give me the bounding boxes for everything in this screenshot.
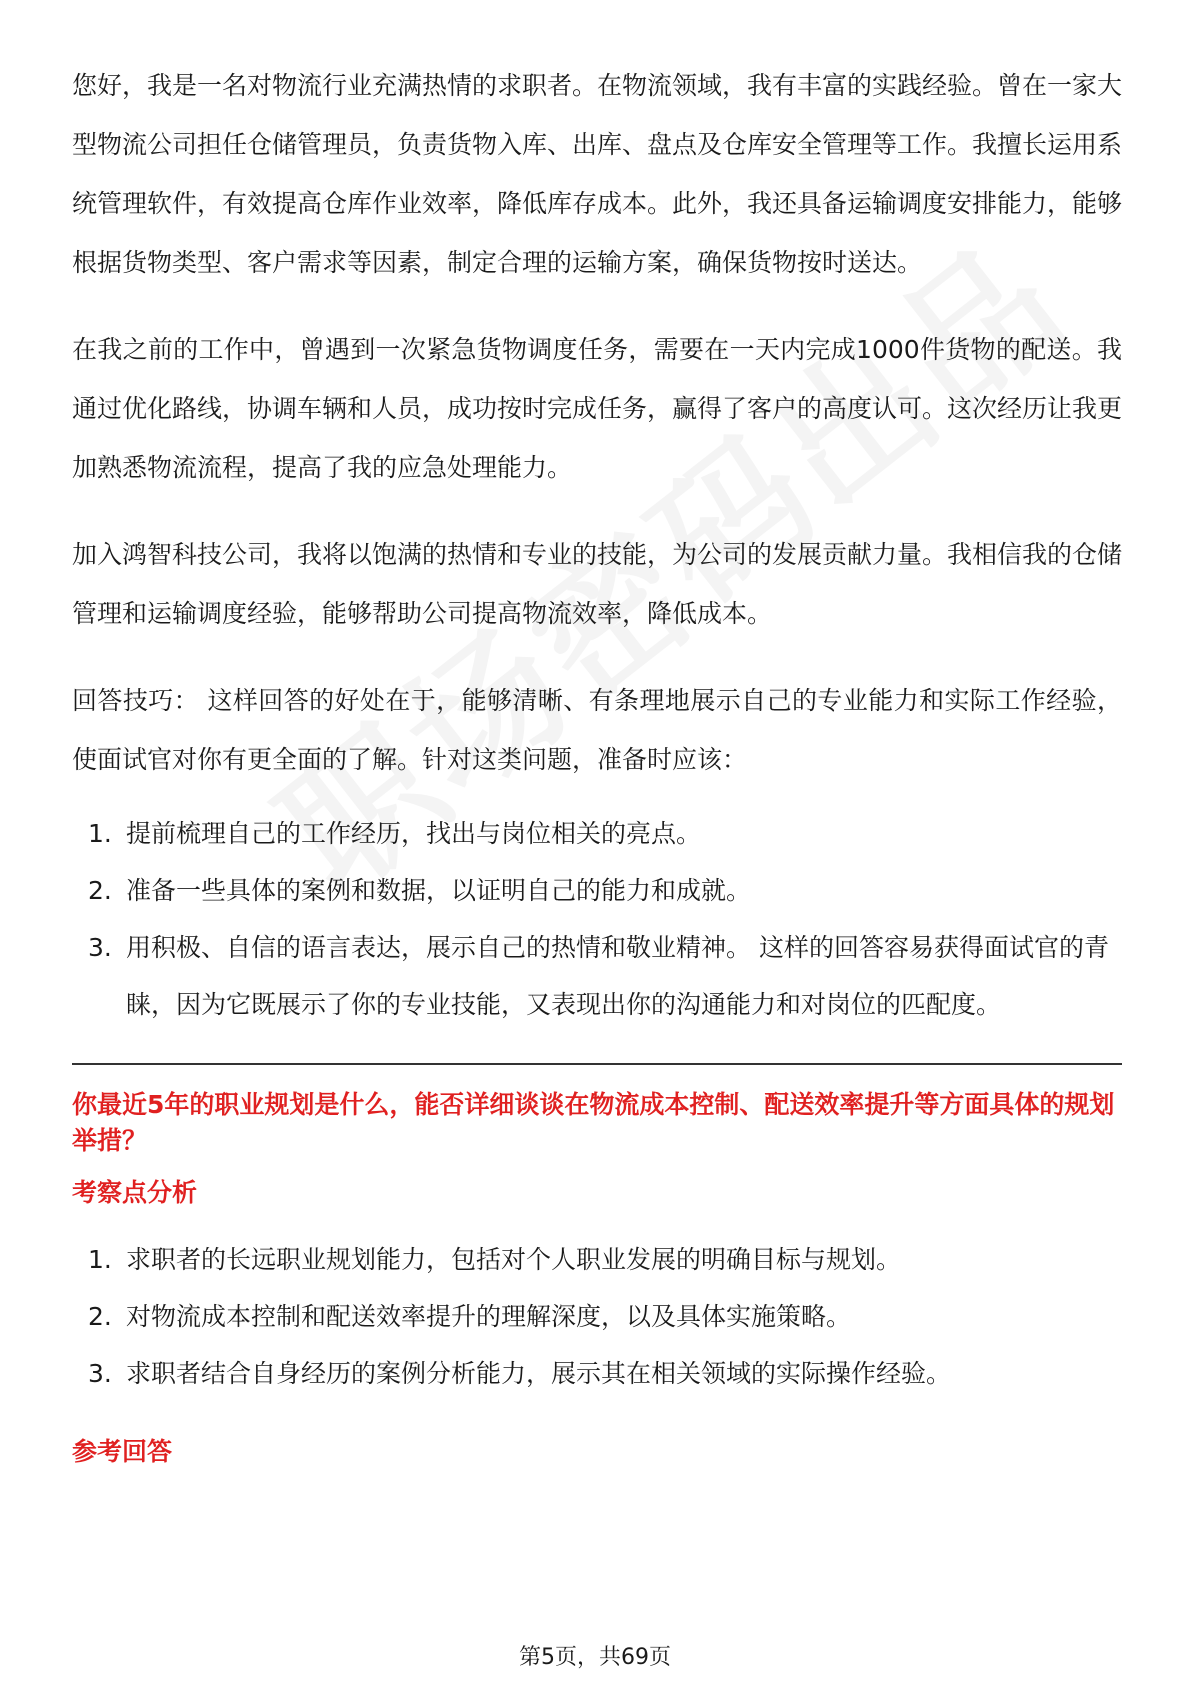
list-item bbox=[72, 862, 1122, 919]
list-item bbox=[72, 1345, 1122, 1402]
question-title: 你最近5年的职业规划是什么，能否详细谈谈在物流成本控制、配送效率提升等方面具体的规划举措？ bbox=[72, 1090, 1115, 1155]
analysis-heading: 考察点分析 bbox=[72, 1178, 198, 1207]
list-number: 3. bbox=[88, 1359, 112, 1388]
answer-heading: 参考回答 bbox=[72, 1437, 173, 1466]
list-number: 2. bbox=[88, 1302, 112, 1331]
list-number: 2. bbox=[88, 876, 112, 905]
paragraph-experience: 在我之前的工作中，曾遇到一次紧急货物调度任务，需要在一天内完成1000件货物的配送。我通过优化路线，协调车辆和人员，成功按时完成任务，赢得了客户的高度认可。这次经历让我更加熟悉物流流程，提高了我的应急处理能力。 bbox=[72, 335, 1123, 482]
content-area bbox=[72, 56, 1122, 1490]
tips-list bbox=[72, 805, 1122, 1033]
list-text: 对物流成本控制和配送效率提升的理解深度，以及具体实施策略。 bbox=[126, 1302, 852, 1331]
list-item bbox=[72, 805, 1122, 862]
list-number: 3. bbox=[88, 933, 112, 962]
list-item bbox=[72, 1231, 1122, 1288]
section-divider bbox=[72, 1063, 1122, 1065]
list-text: 求职者结合自身经历的案例分析能力，展示其在相关领域的实际操作经验。 bbox=[126, 1359, 952, 1388]
paragraph-intro: 您好，我是一名对物流行业充满热情的求职者。在物流领域，我有丰富的实践经验。曾在一家大型物流公司担任仓储管理员，负责货物入库、出库、盘点及仓库安全管理等工作。我擅长运用系统管理软件，有效提高仓库作业效率，降低库存成本。此外，我还具备运输调度安排能力，能够根据货物类型、客户需求等因素，制定合理的运输方案，确保货物按时送达。 bbox=[72, 71, 1123, 277]
analysis-list bbox=[72, 1231, 1122, 1402]
page-number: 第5页，共69页 bbox=[519, 1645, 671, 1670]
list-text: 提前梳理自己的工作经历，找出与岗位相关的亮点。 bbox=[126, 819, 702, 848]
list-item bbox=[72, 1288, 1122, 1345]
list-number: 1. bbox=[88, 819, 112, 848]
list-text: 准备一些具体的案例和数据，以证明自己的能力和成就。 bbox=[126, 876, 752, 905]
list-text: 用积极、自信的语言表达，展示自己的热情和敬业精神。 这样的回答容易获得面试官的青睐，因为它既展示了你的专业技能，又表现出你的沟通能力和对岗位的匹配度。 bbox=[126, 933, 1109, 1019]
paragraph-join: 加入鸿智科技公司，我将以饱满的热情和专业的技能，为公司的发展贡献力量。我相信我的仓储管理和运输调度经验，能够帮助公司提高物流效率，降低成本。 bbox=[72, 540, 1123, 628]
list-text: 求职者的长远职业规划能力，包括对个人职业发展的明确目标与规划。 bbox=[126, 1245, 902, 1274]
paragraph-tips: 回答技巧： 这样回答的好处在于，能够清晰、有条理地展示自己的专业能力和实际工作经验，使面试官对你有更全面的了解。针对这类问题，准备时应该： bbox=[72, 686, 1122, 774]
list-number: 1. bbox=[88, 1245, 112, 1274]
list-item bbox=[72, 919, 1122, 1033]
